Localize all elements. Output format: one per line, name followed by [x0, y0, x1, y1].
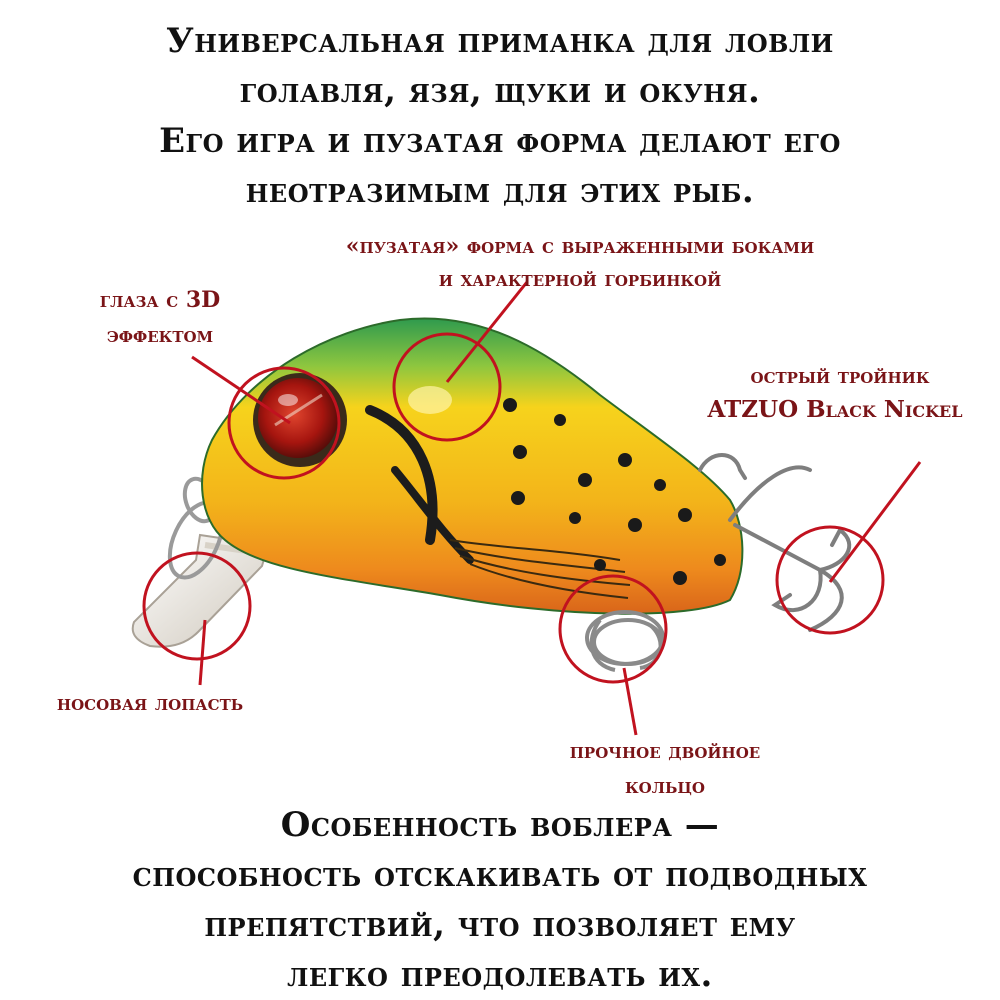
label-eyes-2: эффектом — [106, 322, 214, 348]
intro-line-1: Универсальная приманка для ловли — [166, 21, 834, 61]
split-ring — [587, 612, 663, 670]
intro-line-3: Его игра и пузатая форма делают его — [159, 121, 841, 161]
label-hook-1: острый тройник — [750, 363, 930, 389]
conclusion-line-1: Особенность воблера — — [280, 805, 720, 845]
label-hook-2: ATZUO Black Nickel — [707, 396, 963, 423]
conclusion-line-3: препятствий, что позволяет ему — [204, 905, 796, 945]
label-body-shape-1: «пузатая» форма с выраженными боками — [345, 233, 815, 259]
intro-line-4: неотразимым для этих рыб. — [245, 171, 755, 211]
label-eyes-1: глаза с 3D — [99, 287, 221, 313]
intro-line-2: голавля, язя, щуки и окуня. — [239, 71, 761, 111]
lure-eye — [253, 373, 347, 467]
conclusion-line-2: способность отскакивать от подводных — [132, 855, 868, 895]
callout-line-hook — [830, 462, 920, 582]
label-lip: носовая лопасть — [56, 690, 244, 716]
conclusion-line-4: легко преодолевать их. — [287, 955, 713, 995]
lure-body — [202, 318, 742, 613]
label-ring-2: кольцо — [625, 773, 705, 799]
label-body-shape-2: и характерной горбинкой — [438, 266, 722, 292]
label-ring-1: прочное двойное — [569, 738, 761, 764]
